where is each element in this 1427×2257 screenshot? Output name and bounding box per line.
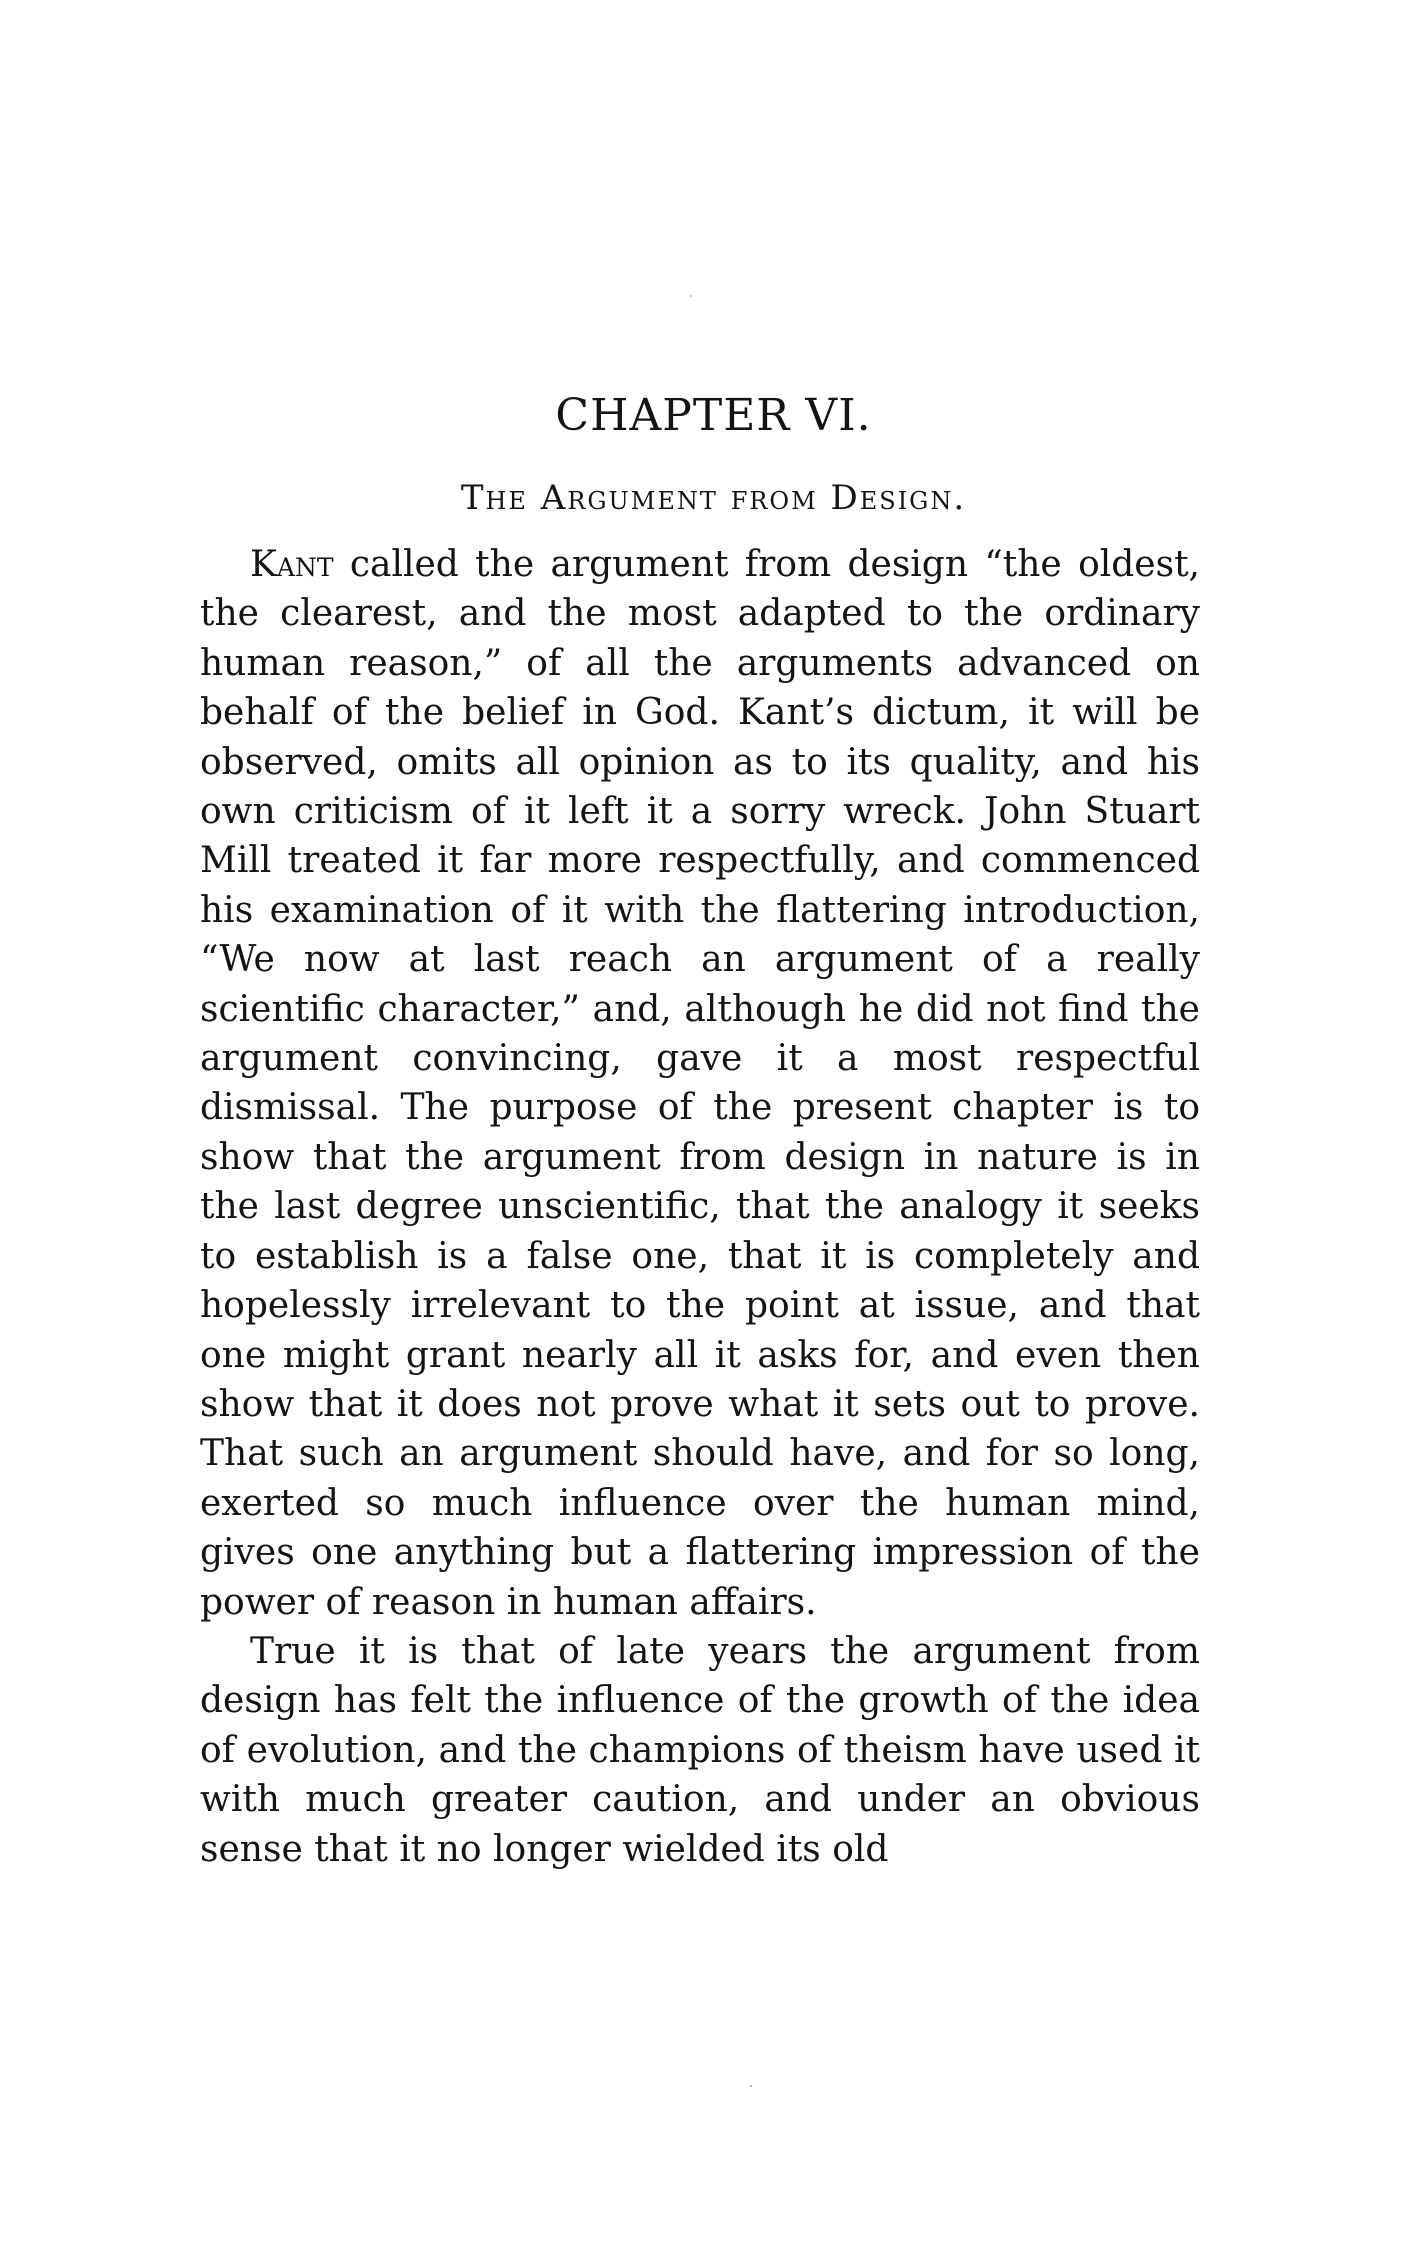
paper-speck (750, 2085, 752, 2087)
paper-speck (690, 295, 692, 297)
paragraph-text: called the argument from design “the oldest, the clearest, and the most adapted to the ordinary human reason,” of all the arguments advanced on behalf of the belief in God. Kant’s dictum, it will be observed, omits all opinion as to its quality, and his own criticism of it left it a sorry wreck. John Stuart Mill treated it far more respectfully, and commenced his examination of it with the flattering introduction, “We now at last reach an argument of a really scientific character,” and, although he did not find the argument convincing, gave it a most respectful dismissal. The purpose of the present chapter is to show that the argument from design in nature is in the last degree unscientific, that the analogy it seeks to establish is a false one, that it is completely and hopelessly irrelevant to the point at issue, and that one might grant nearly all it asks for, and even then show that it does not prove what it sets out to prove. That such an argument should have, and for so long, exerted so much influence over the human mind, gives one anything but a flattering impression of the power of reason in human affairs. (200, 544, 1200, 1623)
chapter-title: CHAPTER VI. (555, 390, 872, 441)
chapter-subtitle: The Argument from Design. (460, 478, 967, 518)
paragraph-text: True it is that of late years the argument from design has felt the influence of the growth of the idea of evolution, and the champions of theism have used it with much greater caution, and under an obvious sense that it no longer wielded its old (200, 1630, 1200, 1870)
chapter-body (200, 540, 1200, 1874)
paragraph-lead-word: Kant (250, 544, 334, 585)
paragraph-1 (200, 540, 1200, 1627)
paragraph-2 (200, 1627, 1200, 1874)
